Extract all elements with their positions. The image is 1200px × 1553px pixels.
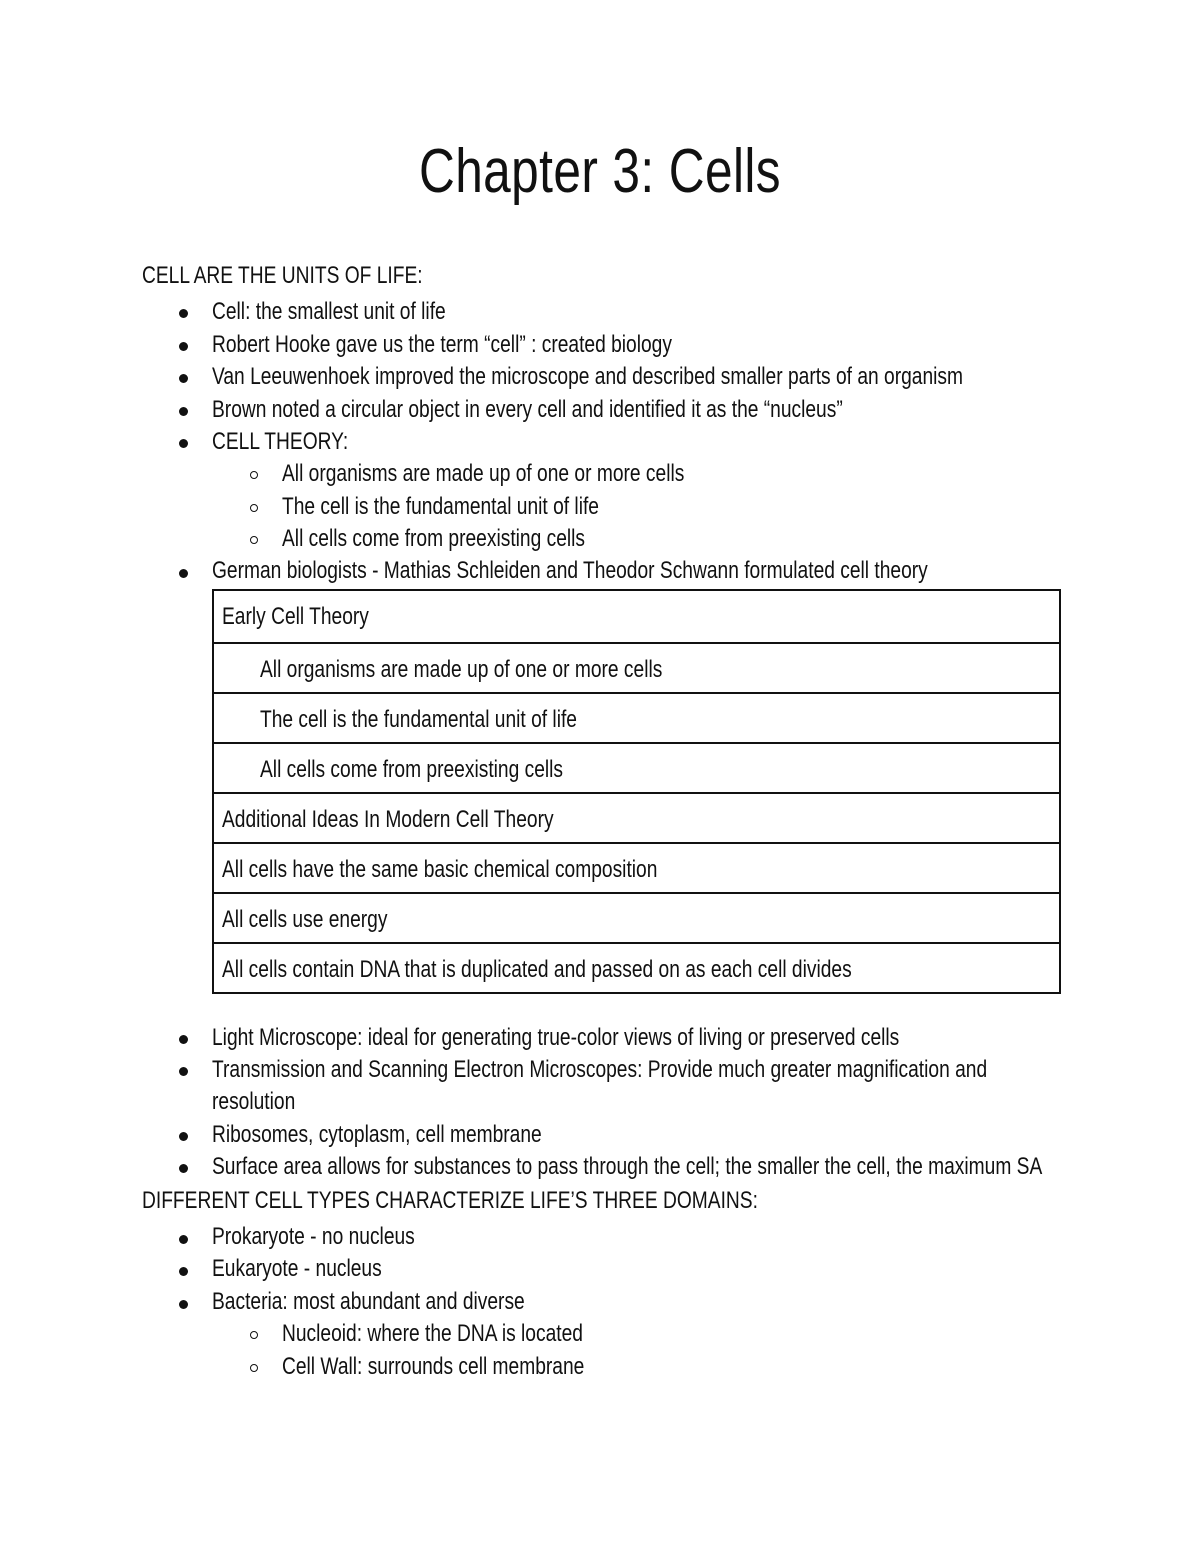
bullet-icon (179, 1267, 188, 1276)
list-item-cell-theory: CELL THEORY: (212, 428, 349, 455)
bullet-icon (179, 1300, 188, 1309)
page-title: Chapter 3: Cells (418, 137, 782, 206)
sub-list-item: Nucleoid: where the DNA is located (282, 1320, 583, 1347)
list-item: Ribosomes, cytoplasm, cell membrane (212, 1121, 542, 1148)
table-row (214, 792, 1059, 842)
table-row (214, 591, 1059, 642)
sub-list-item: The cell is the fundamental unit of life (282, 493, 599, 520)
sub-bullet-icon (250, 1364, 258, 1372)
list-item-continuation: resolution (212, 1088, 296, 1115)
list-item: Prokaryote - no nucleus (212, 1223, 415, 1250)
bullet-icon (179, 439, 188, 448)
table-cell: All cells have the same basic chemical composition (222, 856, 658, 883)
list-item: Brown noted a circular object in every cell and identified it as the “nucleus” (212, 396, 843, 423)
section-heading-cell-types: DIFFERENT CELL TYPES CHARACTERIZE LIFE’S THREE DOMAINS: (142, 1187, 758, 1214)
bullet-icon (179, 1132, 188, 1141)
table-cell: All cells use energy (222, 906, 388, 933)
list-item: Robert Hooke gave us the term “cell” : created biology (212, 331, 672, 358)
list-item: Van Leeuwenhoek improved the microscope and described smaller parts of an organism (212, 363, 963, 390)
table-cell: All organisms are made up of one or more cells (260, 656, 663, 683)
list-item: Light Microscope: ideal for generating true-color views of living or preserved cells (212, 1024, 900, 1051)
list-item: Surface area allows for substances to pass through the cell; the smaller the cell, the maximum SA (212, 1153, 1043, 1180)
bullet-icon (179, 374, 188, 383)
sub-list-item: All organisms are made up of one or more cells (282, 460, 685, 487)
bullet-icon (179, 407, 188, 416)
bullet-icon (179, 569, 188, 578)
table-row (214, 892, 1059, 942)
list-item: Transmission and Scanning Electron Microscopes: Provide much greater magnification and (212, 1056, 988, 1083)
table-cell: Early Cell Theory (222, 603, 369, 630)
table-row (214, 842, 1059, 892)
bullet-icon (179, 1164, 188, 1173)
list-item: Bacteria: most abundant and diverse (212, 1288, 525, 1315)
bullet-icon (179, 309, 188, 318)
table-row (214, 692, 1059, 742)
sub-bullet-icon (250, 1331, 258, 1339)
table-cell: Additional Ideas In Modern Cell Theory (222, 806, 554, 833)
table-cell: The cell is the fundamental unit of life (260, 706, 577, 733)
cell-theory-table (212, 589, 1061, 994)
list-item: Eukaryote - nucleus (212, 1255, 382, 1282)
sub-bullet-icon (250, 504, 258, 512)
sub-list-item: Cell Wall: surrounds cell membrane (282, 1353, 585, 1380)
bullet-icon (179, 1035, 188, 1044)
list-item: German biologists - Mathias Schleiden and Theodor Schwann formulated cell theory (212, 557, 928, 584)
section-heading-units-of-life: CELL ARE THE UNITS OF LIFE: (142, 262, 423, 289)
table-row (214, 642, 1059, 692)
bullet-icon (179, 1235, 188, 1244)
table-row (214, 742, 1059, 792)
sub-bullet-icon (250, 536, 258, 544)
table-row (214, 942, 1059, 992)
table-cell: All cells contain DNA that is duplicated and passed on as each cell divides (222, 956, 852, 983)
sub-bullet-icon (250, 471, 258, 479)
table-cell: All cells come from preexisting cells (260, 756, 564, 783)
sub-list-item: All cells come from preexisting cells (282, 525, 586, 552)
bullet-icon (179, 342, 188, 351)
bullet-icon (179, 1067, 188, 1076)
list-item: Cell: the smallest unit of life (212, 298, 446, 325)
